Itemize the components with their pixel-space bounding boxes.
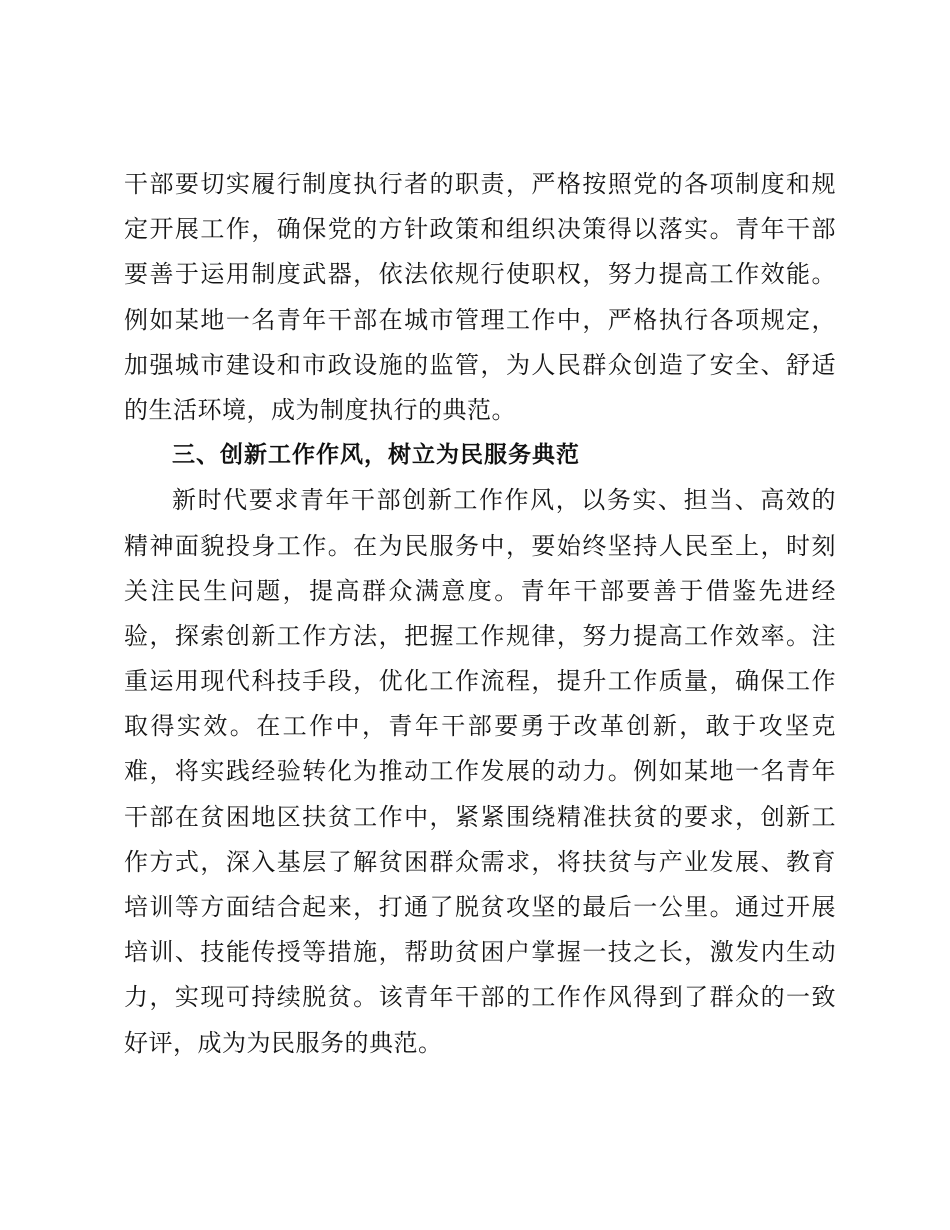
paragraph-2: [124, 478, 836, 1065]
paragraph-line: 新时代要求青年干部创新工作作风，以务实、担当、高效的: [172, 486, 836, 515]
paragraph-line: 精神面貌投身工作。在为民服务中，要始终坚持人民至上，时刻: [124, 531, 836, 560]
paragraph-line: 培训等方面结合起来，打通了脱贫攻坚的最后一公里。通过开展: [124, 893, 836, 921]
paragraph-1: [124, 162, 836, 433]
paragraph-line: 关注民生问题，提高群众满意度。青年干部要善于借鉴先进经: [124, 576, 836, 605]
paragraph-line: 加强城市建设和市政设施的监管，为人民群众创造了安全、舒适: [124, 350, 836, 379]
paragraph-line: 要善于运用制度武器，依法依规行使职权，努力提高工作效能。: [124, 260, 836, 289]
paragraph-line: 的生活环境，成为制度执行的典范。: [124, 395, 516, 424]
paragraph-line: 好评，成为为民服务的典范。: [124, 1028, 443, 1057]
document-body: [124, 162, 836, 1066]
paragraph-line: 重运用现代科技手段，优化工作流程，提升工作质量，确保工作: [124, 667, 836, 696]
paragraph-line: 力，实现可持续脱贫。该青年干部的工作作风得到了群众的一致: [124, 983, 836, 1012]
paragraph-line: 难，将实践经验转化为推动工作发展的动力。例如某地一名青年: [124, 757, 836, 786]
paragraph-line: 干部要切实履行制度执行者的职责，严格按照党的各项制度和规: [124, 170, 836, 198]
paragraph-line: 取得实效。在工作中，青年干部要勇于改革创新，敢于攻坚克: [124, 712, 836, 741]
paragraph-line: 定开展工作，确保党的方针政策和组织决策得以落实。青年干部: [124, 215, 836, 244]
paragraph-line: 作方式，深入基层了解贫困群众需求，将扶贫与产业发展、教育: [124, 847, 836, 876]
paragraph-line: 验，探索创新工作方法，把握工作规律，努力提高工作效率。注: [124, 621, 836, 650]
paragraph-line: 培训、技能传授等措施，帮助贫困户掌握一技之长，激发内生动: [124, 938, 836, 967]
paragraph-line: 例如某地一名青年干部在城市管理工作中，严格执行各项规定，: [124, 305, 836, 334]
paragraph-line: 干部在贫困地区扶贫工作中，紧紧围绕精准扶贫的要求，创新工: [124, 802, 836, 831]
section-heading: 三、创新工作作风，树立为民服务典范: [172, 442, 580, 469]
